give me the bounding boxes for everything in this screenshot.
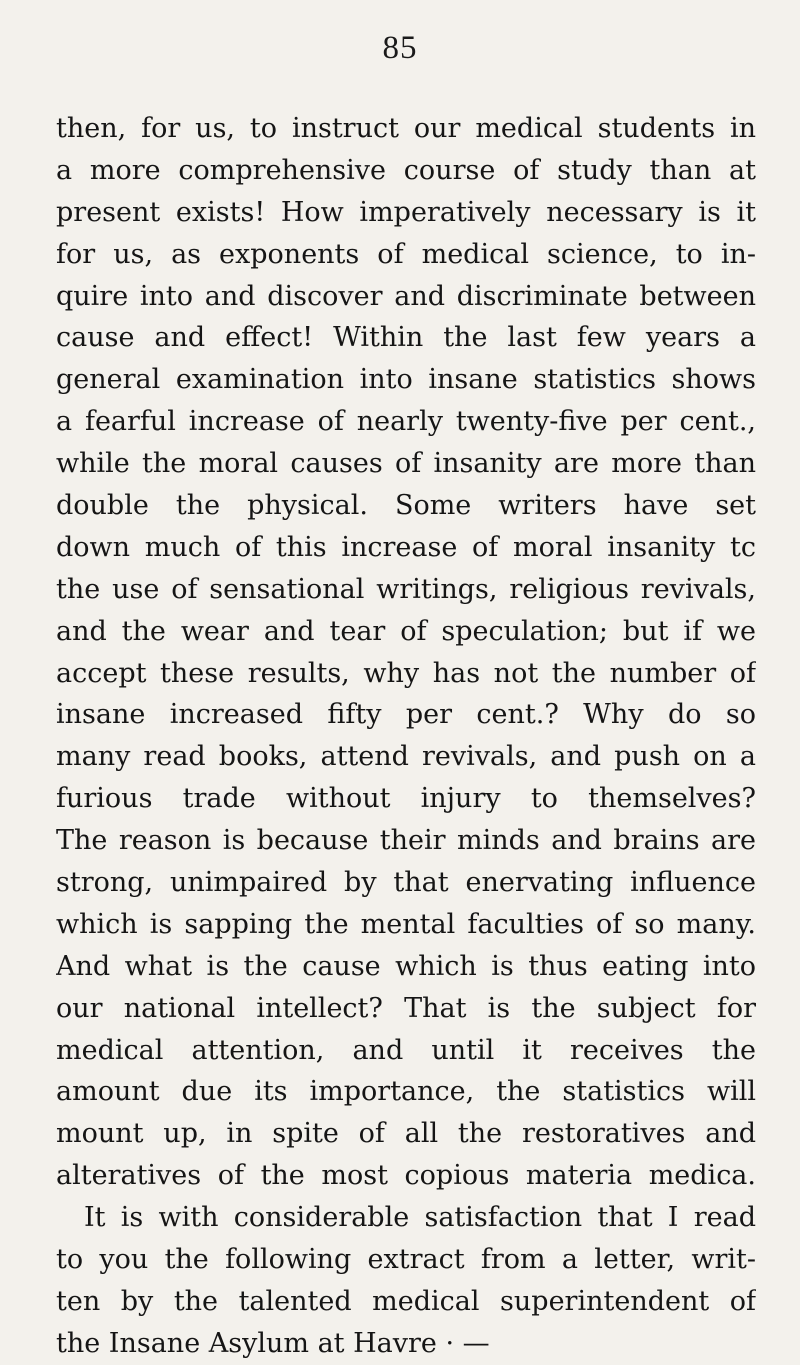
text-line: double the physical. Some writers have set xyxy=(56,490,756,522)
text-line: medical attention, and until it receives the xyxy=(56,1034,756,1066)
body-text xyxy=(56,108,756,1365)
text-line: strong, unimpaired by that enervating influence xyxy=(56,867,756,899)
text-line: our national intellect? That is the subject for xyxy=(56,992,756,1024)
text-line: present exists! How imperatively necessary is it xyxy=(56,196,756,228)
text-line: cause and effect! Within the last few years a xyxy=(56,322,756,354)
text-line: then, for us, to instruct our medical students in xyxy=(56,113,756,144)
text-line: down much of this increase of moral insanity tc xyxy=(56,531,756,563)
text-line: many read books, attend revivals, and push on a xyxy=(56,741,756,773)
text-line: The reason is because their minds and brains are xyxy=(56,825,756,857)
text-line: to you the following extract from a letter, writ- xyxy=(56,1244,756,1276)
text-line: which is sapping the mental faculties of so many. xyxy=(56,908,756,940)
text-line: alteratives of the most copious materia medica. xyxy=(56,1160,756,1192)
text-line: quire into and discover and discriminate between xyxy=(56,280,756,312)
text-line: amount due its importance, the statistics will xyxy=(56,1076,756,1108)
text-line: a more comprehensive course of study than at xyxy=(56,154,756,186)
text-line: mount up, in spite of all the restoratives and xyxy=(56,1118,756,1150)
text-line: and the wear and tear of speculation; but if we xyxy=(56,615,756,647)
text-line: the use of sensational writings, religious revivals, xyxy=(56,573,756,605)
text-line: the Insane Asylum at Havre · — xyxy=(56,1327,490,1359)
text-line: insane increased fifty per cent.? Why do so xyxy=(56,699,756,731)
text-line: furious trade without injury to themselves? xyxy=(56,783,756,815)
paragraph-start-line: It is with considerable satisfaction that I read xyxy=(84,1202,756,1234)
text-line: And what is the cause which is thus eating into xyxy=(56,950,756,982)
text-line: accept these results, why has not the number of xyxy=(56,657,756,689)
text-line: for us, as exponents of medical science, to in- xyxy=(56,238,756,270)
text-line: a fearful increase of nearly twenty-five per cent., xyxy=(56,406,756,438)
text-line: ten by the talented medical superintendent of xyxy=(56,1285,756,1317)
text-line: general examination into insane statistics shows xyxy=(56,364,756,396)
text-line: while the moral causes of insanity are more than xyxy=(56,448,756,480)
page-number: 85 xyxy=(382,30,418,66)
